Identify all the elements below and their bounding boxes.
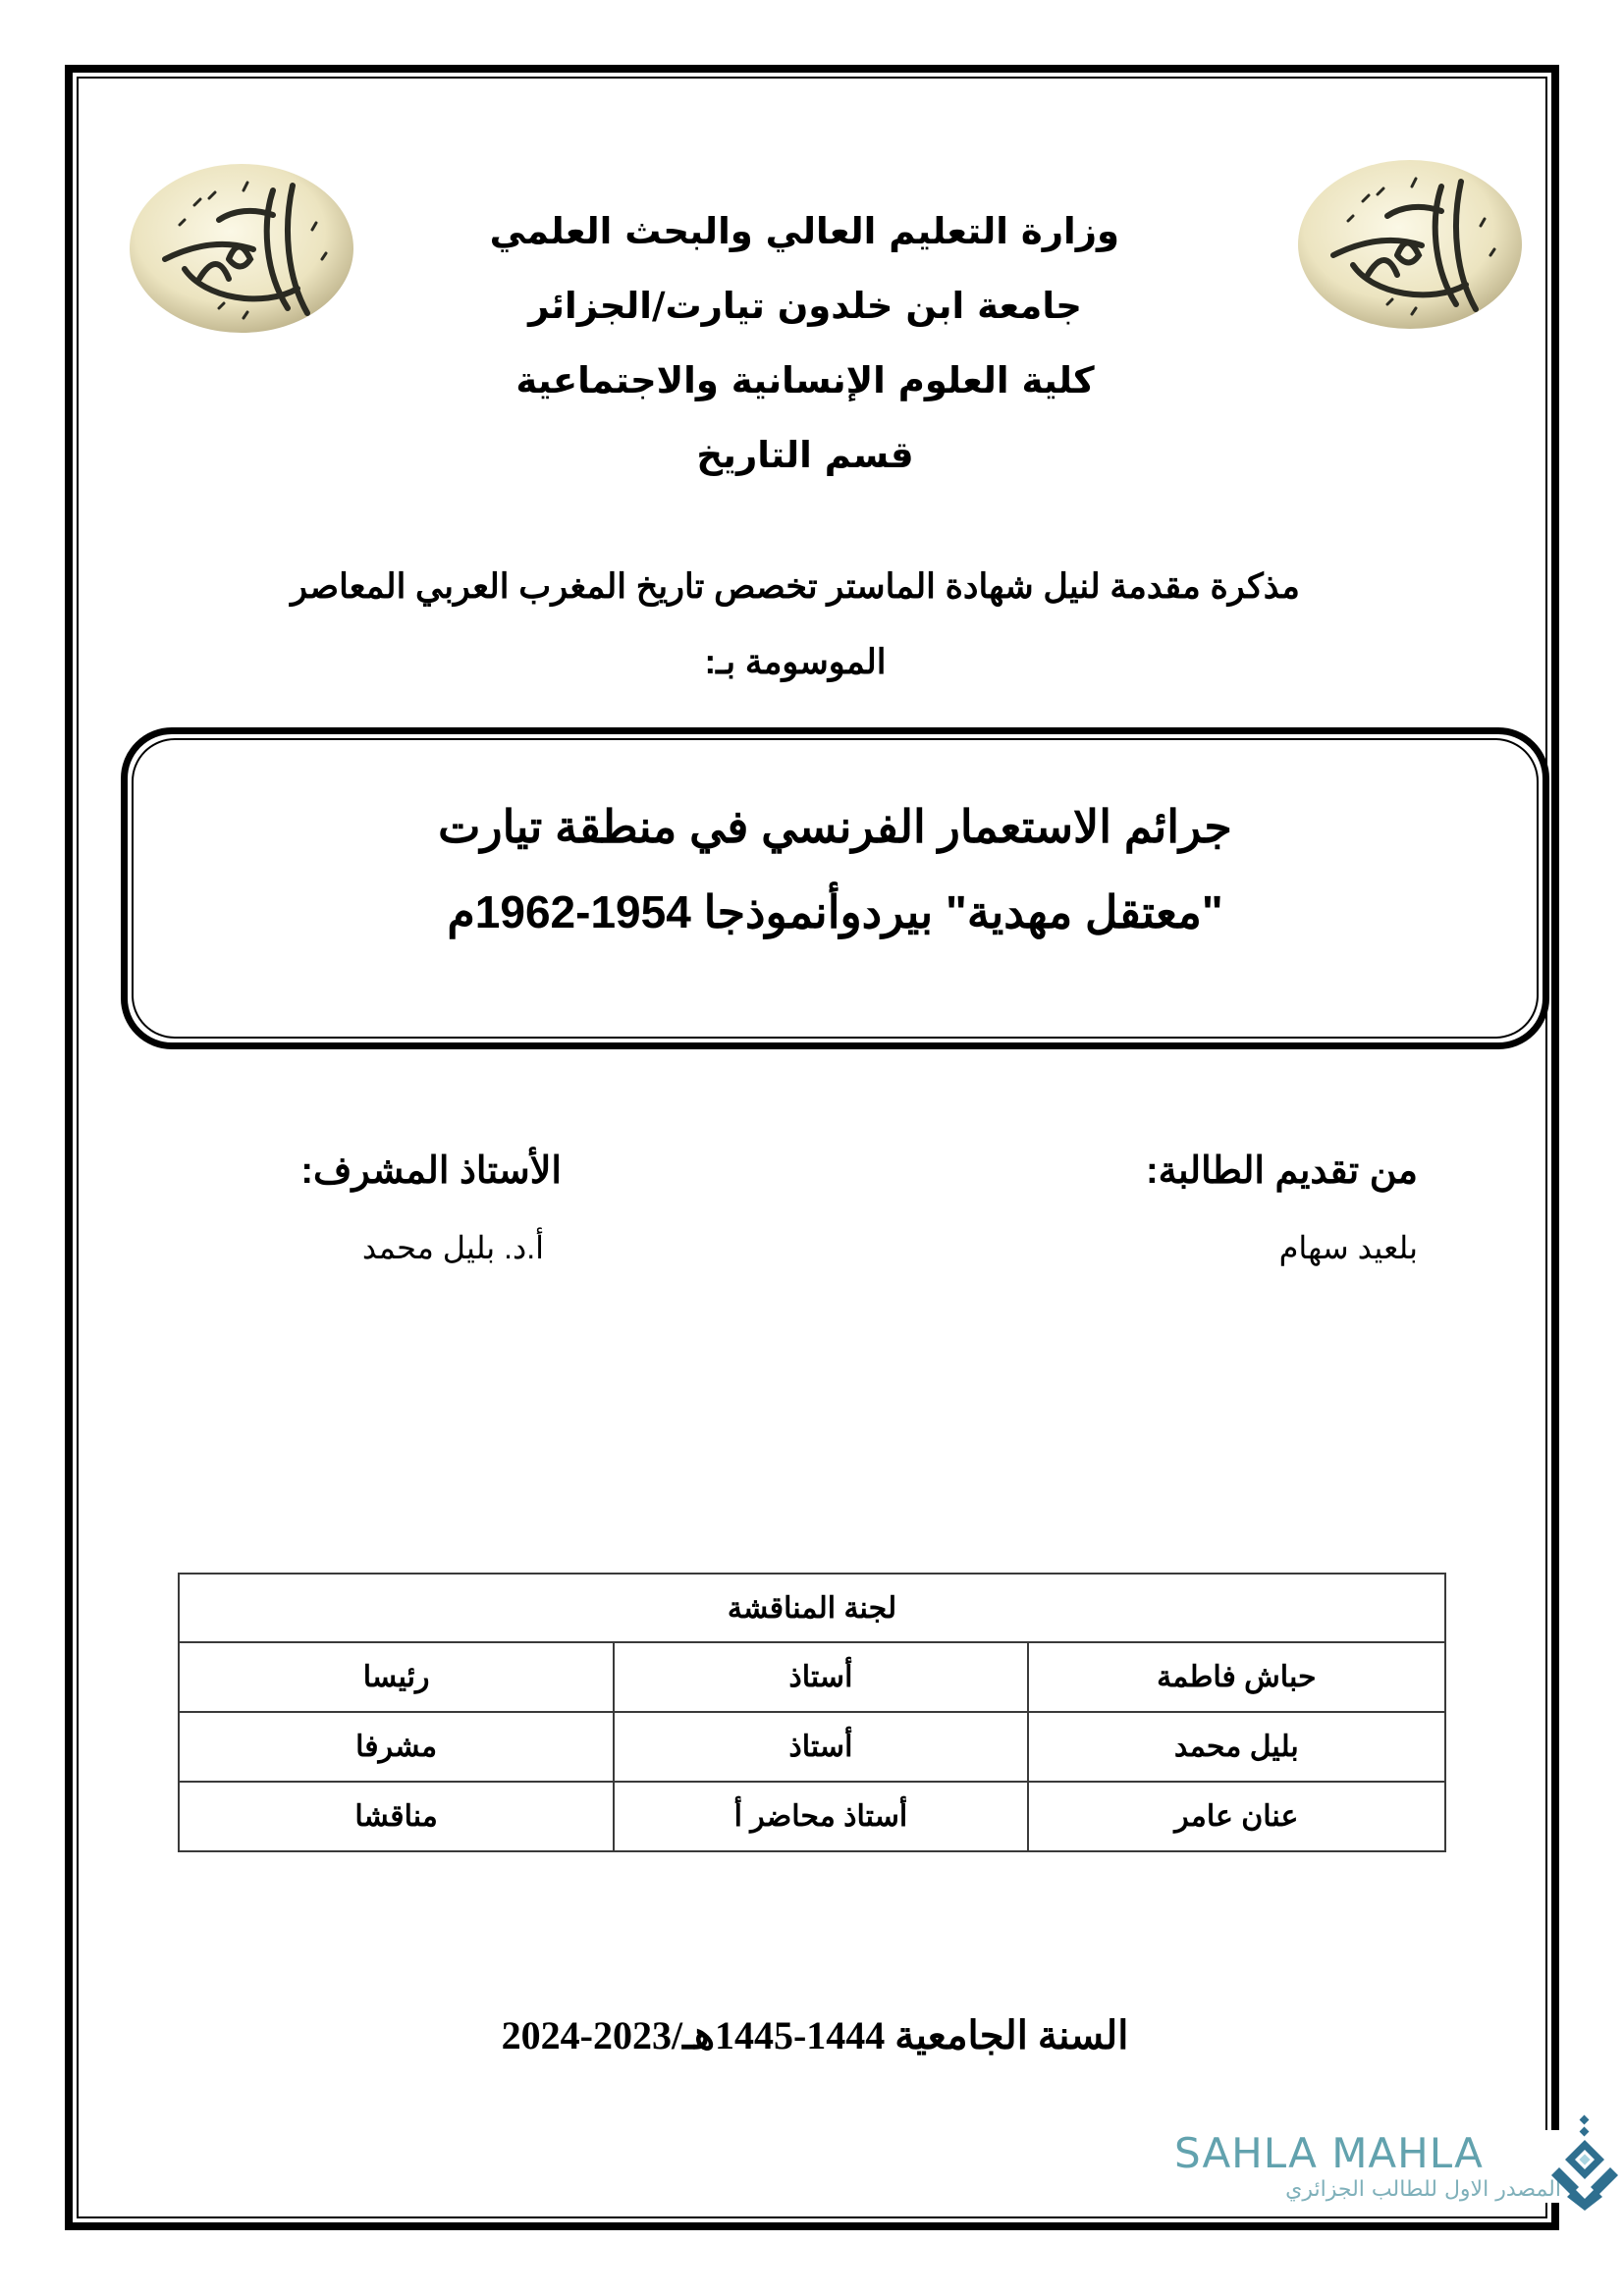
member-rank: أستاذ: [614, 1642, 1027, 1712]
supervisor-name: أ.د. بليل محمد: [361, 1230, 544, 1265]
watermark-tagline: المصدر الاول للطالب الجزائري: [1285, 2177, 1561, 2202]
sahla-mahla-watermark: [1174, 2130, 1567, 2203]
ministry-name: وزارة التعليم العالي والبحث العلمي: [489, 210, 1119, 252]
table-row: [179, 1712, 1445, 1782]
faculty-name: كلية العلوم الإنسانية والاجتماعية: [515, 359, 1095, 401]
academic-year: السنة الجامعية 1444-1445هـ/2023-2024: [501, 2013, 1129, 2057]
thesis-title-line2: "معتقل مهدية" بيردوأنموذجا 1954-1962م: [447, 886, 1223, 937]
watermark-title: SAHLA MAHLA: [1174, 2129, 1484, 2177]
thesis-purpose: مذكرة مقدمة لنيل شهادة الماستر تخصص تاريخ المغرب العربي المعاصر: [291, 567, 1300, 606]
department-name: قسم التاريخ: [696, 434, 914, 476]
thesis-titled-by: الموسومة بـ:: [704, 643, 887, 681]
member-name: حباش فاطمة: [1028, 1642, 1445, 1712]
supervisor-label: الأستاذ المشرف:: [300, 1150, 562, 1192]
committee-header-row: [179, 1574, 1445, 1642]
committee-table: [178, 1573, 1446, 1852]
member-rank: أستاذ: [614, 1712, 1027, 1782]
member-name: عنان عامر: [1028, 1782, 1445, 1851]
sahla-mahla-emblem-icon: [1545, 2112, 1624, 2211]
committee-title: لجنة المناقشة: [179, 1574, 1445, 1642]
university-seal-right-logo: [1294, 157, 1526, 332]
thesis-title-line1: جرائم الاستعمار الفرنسي في منطقة تيارت: [438, 801, 1232, 852]
university-seal-left-logo: [126, 161, 357, 336]
table-row: [179, 1642, 1445, 1712]
presenter-label: من تقديم الطالبة:: [1146, 1150, 1418, 1192]
table-row: [179, 1782, 1445, 1851]
member-role: رئيسا: [179, 1642, 614, 1712]
presenter-name: بلعيد سهام: [1278, 1230, 1418, 1265]
member-name: بليل محمد: [1028, 1712, 1445, 1782]
member-rank: أستاذ محاضر أ: [614, 1782, 1027, 1851]
member-role: مشرفا: [179, 1712, 614, 1782]
university-name: جامعة ابن خلدون تيارت/الجزائر: [528, 285, 1082, 327]
institution-header: [491, 194, 1119, 493]
member-role: مناقشا: [179, 1782, 614, 1851]
